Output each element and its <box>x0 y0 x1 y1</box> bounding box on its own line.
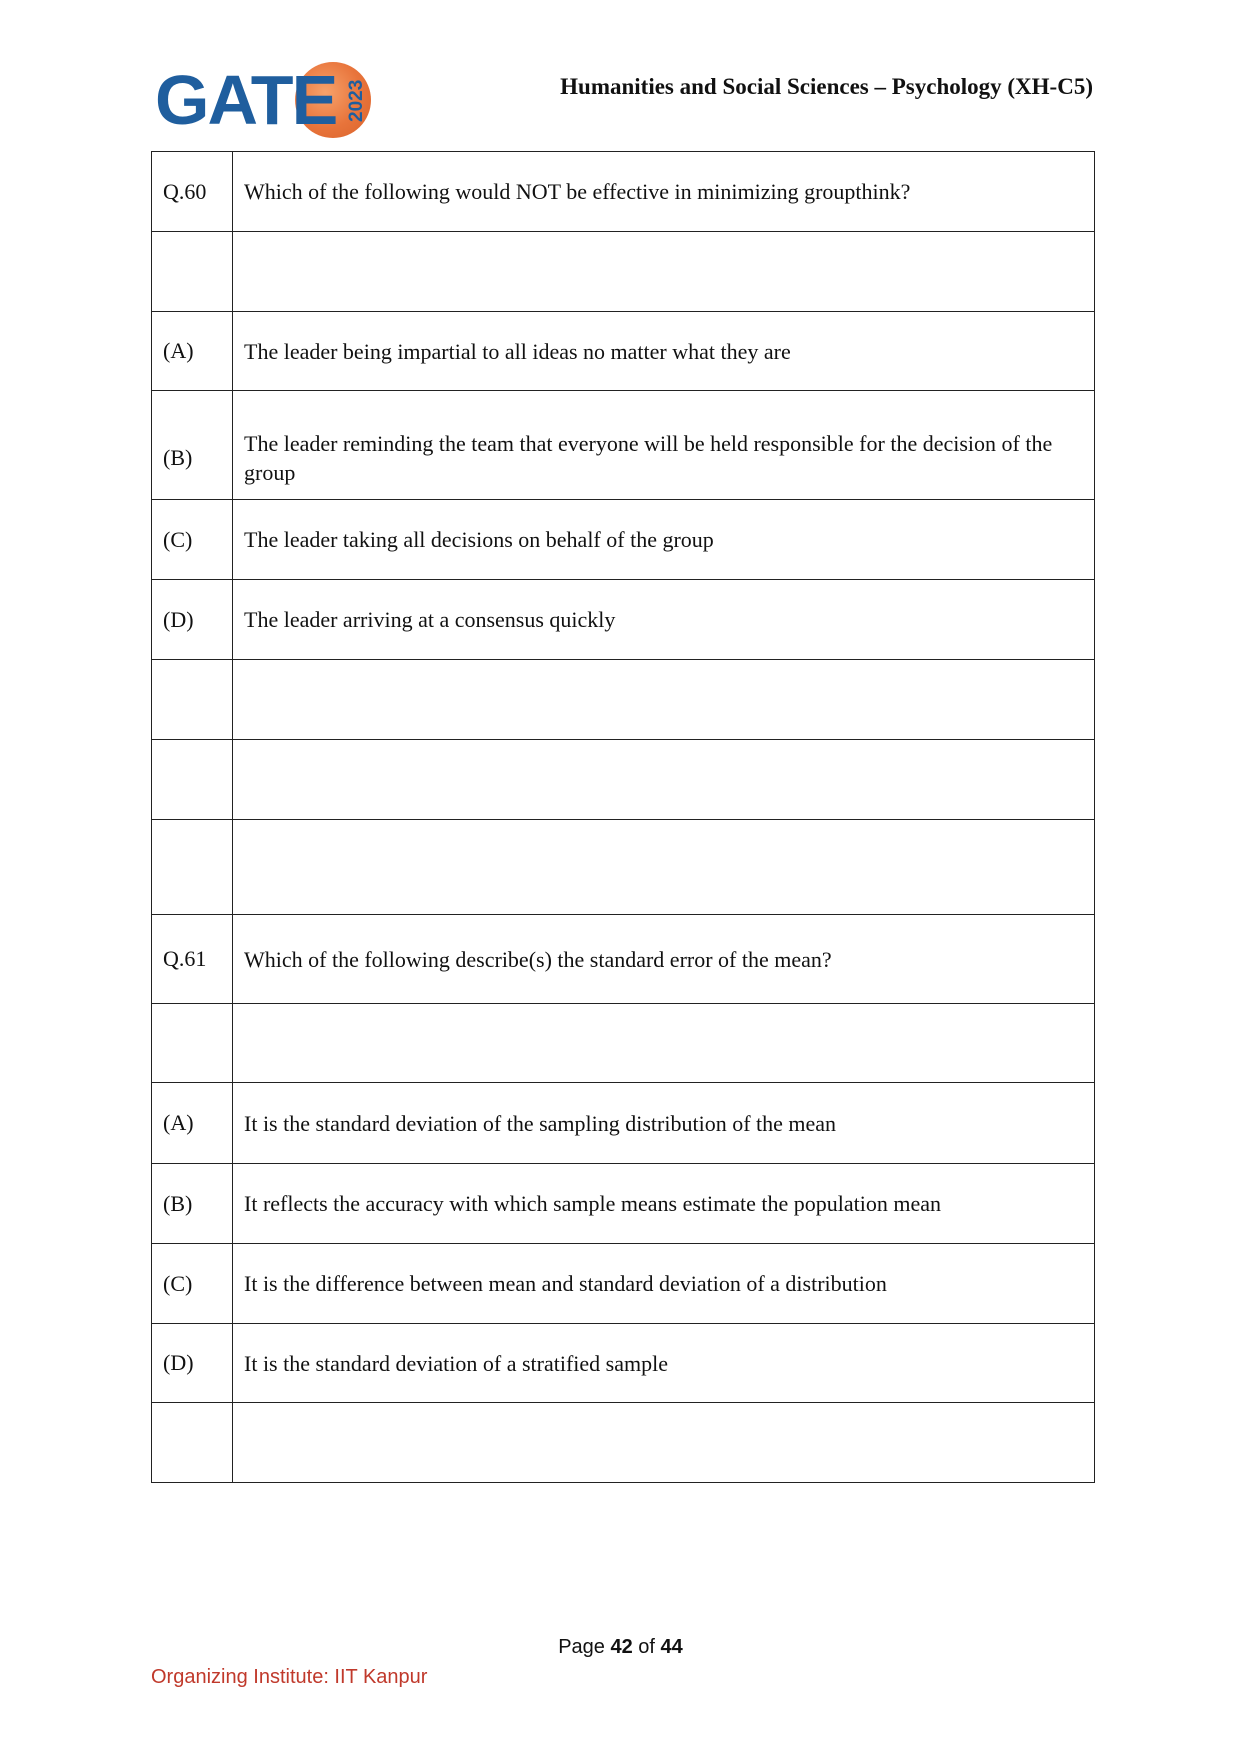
organizing-institute: Organizing Institute: IIT Kanpur <box>151 1666 428 1688</box>
question-row <box>152 152 1095 232</box>
option-row <box>152 1083 1095 1164</box>
question-table <box>151 151 1095 1483</box>
page-prefix: Page <box>558 1636 605 1658</box>
option-label: (A) <box>152 1083 233 1164</box>
option-text: The leader being impartial to all ideas no matter what they are <box>233 312 1095 391</box>
question-row <box>152 915 1095 1004</box>
option-label: (D) <box>152 580 233 660</box>
question-text: Which of the following describe(s) the standard error of the mean? <box>233 915 1095 1004</box>
page-of: of <box>638 1636 655 1658</box>
option-text: It is the difference between mean and standard deviation of a distribution <box>233 1244 1095 1324</box>
logo-text: GATE <box>155 61 337 139</box>
blank-row <box>152 232 1095 312</box>
option-text: The leader reminding the team that everyone will be held responsible for the decision of the group <box>233 391 1095 500</box>
blank-row <box>152 1403 1095 1483</box>
option-label: (C) <box>152 1244 233 1324</box>
option-row <box>152 1324 1095 1403</box>
option-label: (B) <box>152 1164 233 1244</box>
option-text: It is the standard deviation of a stratified sample <box>233 1324 1095 1403</box>
question-text: Which of the following would NOT be effective in minimizing groupthink? <box>233 152 1095 232</box>
option-label: (B) <box>152 391 233 500</box>
blank-row <box>152 660 1095 740</box>
option-label: (A) <box>152 312 233 391</box>
page-current: 42 <box>610 1636 633 1658</box>
option-label: (D) <box>152 1324 233 1403</box>
page-total: 44 <box>660 1636 683 1658</box>
option-row <box>152 312 1095 391</box>
blank-row <box>152 820 1095 915</box>
option-label: (C) <box>152 500 233 580</box>
paper-title: Humanities and Social Sciences – Psychology (XH-C5) <box>560 74 1093 99</box>
option-row <box>152 500 1095 580</box>
blank-row <box>152 1004 1095 1083</box>
option-text: The leader taking all decisions on behalf of the group <box>233 500 1095 580</box>
option-text: It reflects the accuracy with which sample means estimate the population mean <box>233 1164 1095 1244</box>
logo-year: 2023 <box>346 79 367 123</box>
question-number: Q.61 <box>152 915 233 1004</box>
option-row <box>152 580 1095 660</box>
page-number <box>0 1636 1241 1659</box>
option-row <box>152 1164 1095 1244</box>
blank-row <box>152 740 1095 820</box>
question-number: Q.60 <box>152 152 233 232</box>
option-row <box>152 391 1095 500</box>
option-text: It is the standard deviation of the sampling distribution of the mean <box>233 1083 1095 1164</box>
gate-logo <box>155 60 367 140</box>
option-row <box>152 1244 1095 1324</box>
option-text: The leader arriving at a consensus quickly <box>233 580 1095 660</box>
